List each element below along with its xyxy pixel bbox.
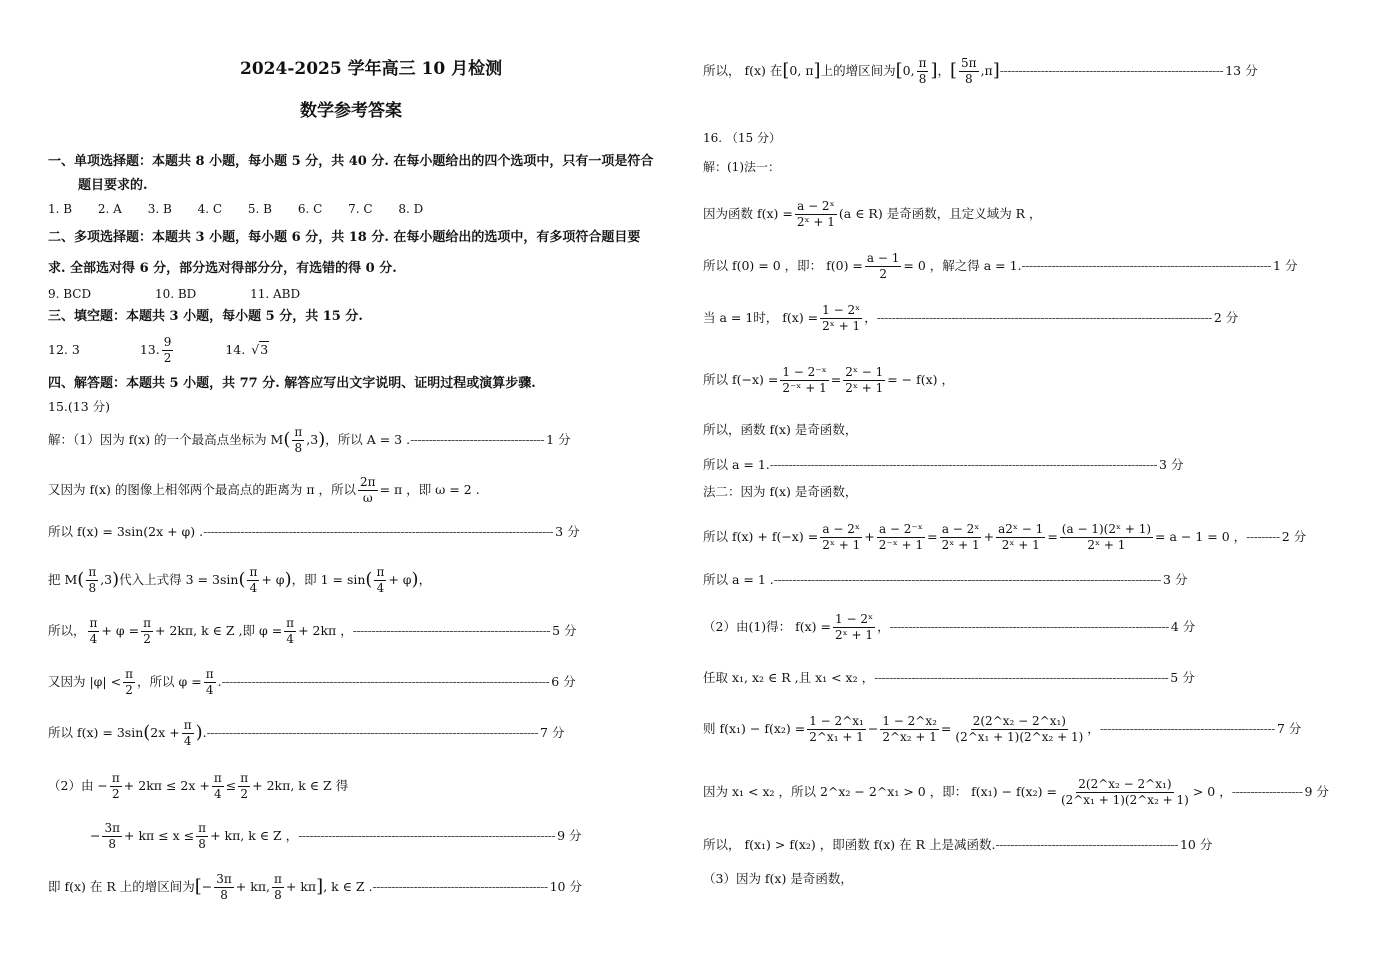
score-marker: 1 分: [546, 431, 571, 447]
q15-step-9: − $\frac{3\pi}{8}$ + kπ ≤ x ≤ $\frac{\pi}{8}$ + kπ, k ∈ Z ， --------------------------------------------------------------------- 9 分: [90, 820, 582, 851]
q16-step-3: 当 a = 1时， f(x) = $\frac{\text{1 − 2ˣ}}{\text{2ˣ + 1}}$ ， ------------------------------------------------------------------------------------------ 2 分: [703, 302, 1239, 333]
answer-13-label: 13.: [139, 341, 160, 357]
q16-step-1: 因为函数 f(x) = $\frac{\text{a − 2ˣ}}{\text{2ˣ + 1}}$ (a ∈ R) 是奇函数，且定义域为 R ，: [703, 198, 1042, 229]
score-marker: 10 分: [1179, 837, 1213, 852]
q16-step-5: 所以，函数 f(x) 是奇函数，: [703, 422, 858, 437]
q15-step-11: 所以， f(x) 在 [ 0, π ] 上的增区间为 [ 0, $\frac{\pi}{8}$ ] ， [ $\frac{5\pi}{8}$ ,π ] ------------------------------------------------------------ 13 分: [703, 55, 1258, 86]
score-marker: 5 分: [1170, 670, 1195, 685]
answer-7: 7. C: [348, 202, 373, 216]
q16-heading: 16. （15 分）: [703, 131, 781, 145]
score-marker: 3 分: [1163, 572, 1188, 587]
q15-step-7: 所以 f(x) = 3sin ( 2x + $\frac{\pi}{4}$ ) . ----------------------------------------------------------------------------------------- 7 分: [48, 717, 565, 748]
score-marker: 2 分: [1281, 528, 1307, 544]
q15-step-1: 解：（1）因为 f(x) 的一个最高点坐标为 M ( $\frac{\pi}{8}$ ,3 ) ，所以 A = 3 . ------------------------------------ 1 分: [48, 424, 571, 455]
answer-13-fraction: $\frac{9}{2}$: [163, 334, 172, 365]
score-marker: 3 分: [555, 524, 580, 539]
q16-solution-label: 解：(1)法一：: [703, 160, 780, 174]
answer-14-value: √3: [251, 341, 269, 357]
answer-9: 9. BCD: [48, 287, 92, 301]
section-1-heading-cont: 题目要求的.: [78, 178, 148, 193]
q15-step-4: 把 M ( $\frac{\pi}{8}$ ,3 ) 代入上式得 3 = 3sin ( $\frac{\pi}{4}$ + φ ) ，即 1 = sin ( $\frac{\pi}{4}$ + φ ) ，: [48, 564, 432, 595]
section-1-heading: 一、单项选择题：本题共 8 小题，每小题 5 分，共 40 分. 在每小题给出的四个选项中，只有一项是符合: [48, 154, 654, 169]
page-title: 2024-2025 学年高三 10 月检测: [240, 59, 503, 79]
q16-step-10: 任取 x₁, x₂ ∈ R ,且 x₁ < x₂ ，------------------------------------------------------------------------------- 5 分: [703, 670, 1195, 685]
score-marker: 3 分: [1159, 457, 1184, 472]
score-marker: 5 分: [552, 622, 577, 638]
section-2-heading-cont: 求. 全部选对得 6 分，部分选对得部分分，有选错的得 0 分.: [48, 261, 397, 276]
score-marker: 2 分: [1213, 309, 1239, 325]
q15-step-2: 又因为 f(x) 的图像上相邻两个最高点的距离为 π ，所以 $\frac{2\pi}{\omega}$ = π ，即 ω = 2 .: [48, 474, 480, 505]
q16-step-13: 所以， f(x₁) > f(x₂) ，即函数 f(x) 在 R 上是减函数.------------------------------------------------- 10 分: [703, 837, 1213, 852]
answer-6: 6. C: [297, 202, 323, 216]
q16-step-14: （3）因为 f(x) 是奇函数，: [703, 871, 853, 886]
section-3-heading: 三、填空题：本题共 3 小题，每小题 5 分，共 15 分.: [48, 309, 363, 324]
score-marker: 4 分: [1170, 618, 1196, 634]
answer-1: 1. B: [48, 202, 73, 216]
answer-5: 5. B: [247, 202, 272, 216]
answer-14-label: 14.: [225, 341, 246, 357]
section-2-heading: 二、多项选择题：本题共 3 小题，每小题 6 分，共 18 分. 在每小题给出的选项中，有多项符合题目要: [48, 230, 641, 245]
answer-10: 10. BD: [154, 287, 197, 301]
score-marker: 6 分: [551, 673, 576, 689]
answer-12: 12. 3: [48, 341, 80, 357]
q15-step-5: 所以， $\frac{\pi}{4}$ + φ = $\frac{\pi}{2}$ + 2kπ, k ∈ Z ,即 φ = $\frac{\pi}{4}$ + 2kπ ， ----------------------------------------------------- 5 分: [48, 615, 577, 646]
q15-step-10: 即 f(x) 在 R 上的增区间为 [ − $\frac{3\pi}{8}$ + kπ, $\frac{\pi}{8}$ + kπ ] , k ∈ Z . ----------------------------------------------- 10 分: [48, 871, 582, 902]
answer-3: 3. B: [147, 202, 172, 216]
q16-method-2: 法二：因为 f(x) 是奇函数，: [703, 484, 858, 499]
q16-step-4: 所以 f(−x) = $\frac{\text{1 − 2⁻ˣ}}{\text{2⁻ˣ + 1}}$ = $\frac{\text{2ˣ − 1}}{\text{2ˣ + 1}}$ = − f(x) ，: [703, 364, 955, 395]
section-1-answers: [48, 203, 423, 217]
q16-step-9: （2）由(1)得： f(x) = $\frac{\text{1 − 2ˣ}}{\text{2ˣ + 1}}$ ， --------------------------------------------------------------------------- 4 分: [703, 611, 1196, 642]
section-2-answers: [48, 288, 300, 302]
q16-step-12: 因为 x₁ < x₂ ，所以 2^x₂ − 2^x₁ > 0 ，即： f(x₁) − f(x₂) = $\frac{\text{2(2\textasciicircum{}x₂ − 2\textasciicircum{}x₁)}}{\text{(2\textasciicircum{}x₁ + 1)(2\textasciicircum{}x₂ + 1)}}$ > 0 ， ------------------- 9 分: [703, 776, 1329, 807]
q16-step-11: 则 f(x₁) − f(x₂) = $\frac{\text{1 − 2\textasciicircum{}x₁}}{\text{2\textasciicircum{}x₁ + 1}}$ − $\frac{\text{1 − 2\textasciicircum{}x₂}}{\text{2\textasciicircum{}x₂ + 1}}$ = $\frac{\text{2(2\textasciicircum{}x₂ − 2\textasciicircum{}x₁)}}{\text{(2\textasciicircum{}x₁ + 1)(2\textasciicircum{}x₂ + 1)}}$ ， ----------------------------------------------- 7 分: [703, 713, 1302, 744]
section-3-answers: [48, 330, 269, 370]
q16-step-8: 所以 a = 1 .-------------------------------------------------------------------------------------------------------- 3 分: [703, 572, 1188, 587]
score-marker: 7 分: [1276, 720, 1302, 736]
score-marker: 10 分: [549, 878, 582, 894]
q15-heading: 15.(13 分): [48, 399, 111, 414]
section-4-heading: 四、解答题：本题共 5 小题，共 77 分. 解答应写出文字说明、证明过程或演算步骤.: [48, 376, 536, 391]
score-marker: 9 分: [1304, 783, 1329, 799]
q16-step-2: 所以 f(0) = 0 ，即： f(0) = $\frac{a - 1}{2}$ = 0 ，解之得 a = 1. ------------------------------------------------------------------- 1 分: [703, 250, 1298, 281]
answer-4: 4. C: [197, 202, 223, 216]
score-marker: 1 分: [1273, 257, 1298, 273]
score-marker: 9 分: [557, 827, 582, 843]
q16-step-6: 所以 a = 1.-------------------------------------------------------------------------------------------------------- 3 分: [703, 457, 1184, 472]
q15-step-6: 又因为 |φ| < $\frac{\pi}{2}$ ，所以 φ = $\frac{\pi}{4}$ . ---------------------------------------------------------------------------------------- 6 分: [48, 666, 576, 697]
q15-step-3: 所以 f(x) = 3sin(2x + φ) .---------------------------------------------------------------------------------------------- 3 分: [48, 524, 580, 539]
answer-2: 2. A: [97, 202, 122, 216]
q16-step-7: 所以 f(x) + f(−x) = $\frac{\text{a − 2ˣ}}{\text{2ˣ + 1}}$ + $\frac{\text{a − 2⁻ˣ}}{\text{2⁻ˣ + 1}}$ = $\frac{\text{a − 2ˣ}}{\text{2ˣ + 1}}$ + $\frac{\text{a2ˣ − 1}}{\text{2ˣ + 1}}$ = $\frac{\text{(a − 1)(2ˣ + 1)}}{\text{2ˣ + 1}}$ = a − 1 = 0 ， --------- 2 分: [703, 521, 1307, 552]
q15-step-8: （2）由 − $\frac{\pi}{2}$ + 2kπ ≤ 2x + $\frac{\pi}{4}$ ≤ $\frac{\pi}{2}$ + 2kπ, k ∈ Z 得: [48, 770, 349, 801]
answer-8: 8. D: [398, 202, 424, 216]
score-marker: 13 分: [1225, 62, 1258, 78]
score-marker: 7 分: [540, 724, 565, 740]
q15-text: 解：（1）因为 f(x) 的一个最高点坐标为 M: [48, 431, 284, 447]
answer-11: 11. ABD: [250, 287, 301, 301]
page-subtitle: 数学参考答案: [300, 101, 402, 121]
